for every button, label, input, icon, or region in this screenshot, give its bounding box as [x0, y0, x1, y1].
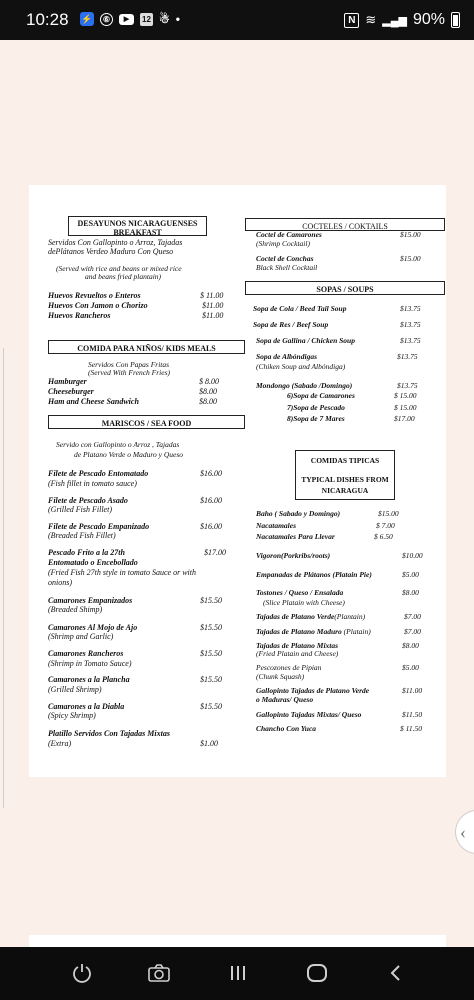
soup-item-name: Mondongo (Sabado /Domingo) — [256, 381, 353, 390]
seafood-item-price: $16.00 — [200, 522, 222, 531]
seafood-item-price: $15.50 — [200, 702, 222, 711]
typical-item-name: Nacatamales Para Llevar — [256, 532, 335, 541]
typical-item-name — [256, 628, 371, 636]
soup-item-name: 8)Sopa de 7 Mares — [287, 414, 345, 423]
cocktail-item-sub: Black Shell Cocktail — [256, 263, 318, 272]
edge-panel-handle[interactable] — [455, 810, 474, 854]
seafood-item-sub: (Shrimp and Garlic) — [48, 632, 114, 641]
seafood-item-price: $17.00 — [204, 548, 226, 557]
seafood-item-name: Filete de Pescado Empanizado — [48, 522, 150, 531]
typical-title-box — [295, 450, 395, 500]
typical-item-name: Pescozones de Pipian — [256, 663, 322, 672]
typical-item-price: $8.00 — [402, 588, 419, 597]
youtube-icon: ▶ — [119, 14, 134, 25]
breakfast-desc: Servidos Con Gallopinto o Arroz, Tajadas — [48, 238, 183, 247]
typical-item-price: $5.00 — [402, 570, 419, 579]
kids-desc: (Served With French Fries) — [88, 368, 170, 377]
seafood-title: MARISCOS / SEA FOOD — [101, 419, 192, 428]
typical-item-name-main: Tajadas de Platano Maduro — [256, 627, 342, 636]
typical-item-price: $ 6.50 — [374, 532, 393, 541]
soup-item-name: Sopa de Gallina / Chicken Soup — [256, 336, 355, 345]
messenger-icon: ⚡ — [80, 12, 94, 26]
seafood-item-sub: onions) — [48, 578, 72, 587]
kids-item-price: $ 8.00 — [199, 377, 219, 386]
cocktails-title: COCTELES / COKTAILS — [302, 222, 388, 231]
typical-item-name-extra: (Plantain) — [334, 612, 366, 621]
soup-item-sub: (Chiken Soup and Albóndiga) — [256, 362, 346, 371]
seafood-item-sub: (Grilled Shrimp) — [48, 685, 102, 694]
soup-item-price: $13.75 — [397, 352, 418, 361]
assistant-icon: ☃ — [159, 12, 170, 26]
seafood-item-name: Camarones a la Diabla — [48, 702, 125, 711]
breakfast-title: DESAYUNOS NICARAGUENSES — [77, 219, 198, 228]
kids-desc: Servidos Con Papas Fritas — [88, 360, 170, 369]
seafood-item-name: Camarones a la Plancha — [48, 675, 130, 684]
seafood-item-price: $16.00 — [200, 469, 222, 478]
typical-item-price: $11.50 — [402, 710, 423, 719]
navigation-bar — [0, 947, 474, 1000]
breakfast-item-price: $11.00 — [202, 311, 224, 320]
breakfast-item-name: Huevos Con Jamon o Chorizo — [48, 301, 148, 310]
battery-percent: 90% — [412, 11, 445, 28]
seafood-item-name: Filete de Pescado Asado — [48, 496, 128, 505]
typical-item-price: $7.00 — [404, 612, 421, 621]
seafood-item-name: Pescado Frito a la 27th — [48, 548, 125, 557]
typical-item-name: Nacatamales — [256, 521, 296, 530]
seafood-item-price: $1.00 — [200, 739, 218, 748]
seafood-item-name: Camarones Al Mojo de Ajo — [48, 623, 138, 632]
kids-title-box — [48, 340, 245, 354]
typical-item-name — [256, 613, 365, 621]
clock: 10:28 — [26, 10, 69, 29]
typical-subtitle: NICARAGUA — [321, 486, 369, 495]
typical-item-price: $ 7.00 — [376, 521, 395, 530]
cocktail-item-name: Coctel de Conchas — [256, 254, 314, 263]
typical-item-name-main: Tajadas de Platano Verde — [256, 612, 335, 621]
menu-page — [29, 185, 446, 777]
camera-icon[interactable] — [146, 961, 172, 985]
soup-item-price: $ 15.00 — [394, 391, 417, 400]
seafood-item-name: Filete de Pescado Entomatado — [48, 469, 149, 478]
cocktail-item-name: Coctel de Camarones — [256, 230, 322, 239]
dot-icon: • — [175, 12, 180, 26]
seafood-item-price: $15.50 — [200, 675, 222, 684]
system-status — [344, 11, 460, 29]
battery-icon — [451, 12, 460, 28]
seafood-desc: Servido con Gallopinto o Arroz , Tajadas — [56, 440, 180, 449]
typical-item-name: Empanadas de Plátanos (Platain Pie) — [256, 570, 372, 579]
breakfast-item-price: $11.00 — [202, 301, 224, 310]
seafood-item-sub: (Fish fillet in tomato sauce) — [48, 479, 137, 488]
soup-item-name: 7)Sopa de Pescado — [287, 403, 345, 412]
breakfast-desc: (Served with rice and beans or mixed rice — [56, 264, 182, 273]
breakfast-subtitle: BREAKFAST — [113, 228, 162, 237]
typical-item-sub: (Slice Platain with Cheese) — [263, 598, 345, 607]
soup-item-name: Sopa de Albóndigas — [256, 352, 317, 361]
soups-title: SOPAS / SOUPS — [316, 285, 374, 294]
soup-item-price: $17.00 — [394, 414, 415, 423]
kids-title: COMIDA PARA NIÑOS/ KIDS MEALS — [77, 344, 216, 353]
typical-item-name: Vigoron(Porkribs/roots) — [256, 551, 331, 560]
typical-item-sub: (Chunk Squash) — [256, 672, 305, 681]
typical-item-price: $10.00 — [402, 551, 423, 560]
kids-item-name: Cheeseburger — [48, 387, 94, 396]
typical-item-price: $11.00 — [402, 686, 423, 695]
soup-item-price: $ 15.00 — [394, 403, 417, 412]
calendar-12-icon: 12 — [140, 13, 153, 26]
soup-item-price: $13.75 — [397, 381, 418, 390]
signal-icon: ▂▄▆ — [382, 14, 407, 27]
seafood-item-sub: (Spicy Shrimp) — [48, 711, 96, 720]
left-scroll-edge — [0, 348, 4, 808]
soup-item-name: Sopa de Res / Beef Soup — [253, 320, 329, 329]
seafood-item-name: Camarones Rancheros — [48, 649, 124, 658]
typical-item-name: Gallopinto Tajadas de Platano Verde — [256, 686, 370, 695]
typical-subtitle: TYPICAL DISHES FROM — [301, 475, 389, 484]
typical-item-price: $15.00 — [378, 509, 399, 518]
soup-item-price: $13.75 — [400, 304, 421, 313]
kids-item-price: $8.00 — [199, 387, 217, 396]
seafood-item-sub: (Grilled Fish Fillet) — [48, 505, 112, 514]
status-bar — [0, 0, 474, 40]
soup-item-price: $13.75 — [400, 320, 421, 329]
seafood-item-price: $15.50 — [200, 649, 222, 658]
soup-item-price: $13.75 — [400, 336, 421, 345]
soup-item-name: Sopa de Cola / Beed Tail Soup — [253, 304, 347, 313]
recent-apps-icon[interactable] — [225, 961, 251, 985]
seafood-item-price: $15.50 — [200, 623, 222, 632]
typical-item-name: Tostones / Queso / Ensalada — [256, 588, 344, 597]
seafood-item-name: Platillo Servidos Con Tajadas Mixtas — [48, 729, 170, 738]
soup-item-name: 6)Sopa de Camarones — [287, 391, 355, 400]
typical-item-name: Baho ( Sabado y Domingo) — [256, 509, 341, 518]
seafood-item-price: $15.50 — [200, 596, 222, 605]
typical-item-name: Chancho Con Yuca — [256, 724, 317, 733]
seafood-item-price: $16.00 — [200, 496, 222, 505]
seafood-item-sub: Entomatado o Encebollado — [48, 558, 138, 567]
seafood-item-sub: (Extra) — [48, 739, 72, 748]
typical-item-price: $7.00 — [404, 627, 421, 636]
seafood-desc: de Platano Verde o Maduro y Queso — [74, 450, 184, 459]
typical-item-name: Gallopinto Tajadas Mixtas/ Queso — [256, 710, 362, 719]
back-icon[interactable] — [383, 961, 409, 985]
breakfast-desc: dePlátanos Verdeo Maduro Con Queso — [48, 247, 174, 256]
breakfast-item-name: Huevos Revueltos o Enteros — [48, 291, 141, 300]
power-icon[interactable] — [69, 961, 95, 985]
home-icon[interactable] — [304, 961, 330, 985]
typical-item-name: Tajadas de Platano Mixtas — [256, 641, 339, 650]
seafood-item-name: Camarones Empanizados — [48, 596, 133, 605]
typical-item-sub: o Maduras/ Queso — [256, 695, 314, 704]
circle-6-icon: ⑥ — [100, 13, 113, 26]
breakfast-title-box — [68, 216, 207, 236]
typical-item-sub: (Fried Platain and Cheese) — [256, 649, 339, 658]
breakfast-desc: and beans fried plantain) — [85, 272, 162, 281]
nfc-icon: N — [344, 13, 359, 28]
kids-item-name: Ham and Cheese Sandwich — [48, 397, 139, 406]
next-page-card — [29, 935, 446, 947]
kids-item-price: $8.00 — [199, 397, 217, 406]
typical-title: COMIDAS TIPICAS — [310, 456, 380, 465]
seafood-item-sub: (Breaded Fish Fillet) — [48, 531, 116, 540]
cocktail-item-price: $15.00 — [400, 254, 421, 263]
cocktail-item-price: $15.00 — [400, 230, 421, 239]
breakfast-item-name: Huevos Rancheros — [48, 311, 111, 320]
typical-item-price: $5.00 — [402, 663, 419, 672]
seafood-item-sub: (Shrimp in Tomato Sauce) — [48, 659, 132, 668]
seafood-item-sub: (Breaded Shimp) — [48, 605, 103, 614]
typical-item-price: $8.00 — [402, 641, 419, 650]
chevron-left-icon: ‹ — [460, 821, 466, 842]
kids-item-name: Hamburger — [48, 377, 87, 386]
typical-item-price: $ 11.50 — [400, 724, 422, 733]
breakfast-item-price: $ 11.00 — [200, 291, 224, 300]
typical-item-name-extra: (Platain) — [343, 627, 371, 636]
seafood-item-sub: (Fried Fish 27th style in tomato Sauce or with — [48, 568, 196, 577]
seafood-title-box — [48, 415, 245, 429]
soups-title-box — [245, 281, 445, 295]
wifi-icon: ≋ — [365, 12, 377, 27]
cocktail-item-sub: (Shrimp Cocktail) — [256, 239, 310, 248]
notification-icons — [80, 12, 180, 26]
